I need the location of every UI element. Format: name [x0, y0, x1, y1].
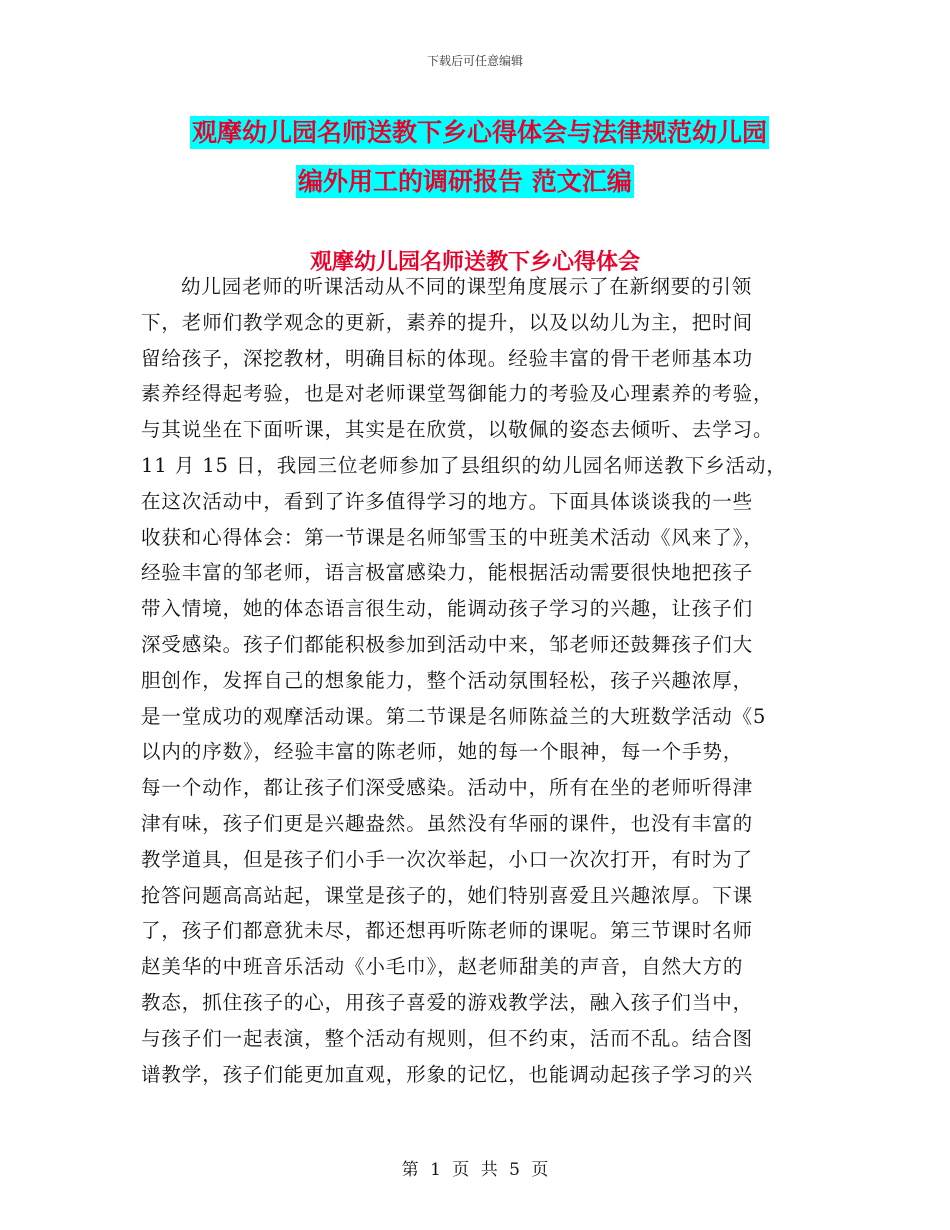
page-number-footer: 第 1 页 共 5 页 — [401, 1160, 549, 1180]
body-line: 了，孩子们都意犹未尽，都还想再听陈老师的课呢。第三节课时名师 — [141, 919, 754, 943]
body-line: 下，老师们教学观念的更新，素养的提升，以及以幼儿为主，把时间 — [141, 310, 754, 334]
body-line: 收获和心得体会：第一节课是名师邹雪玉的中班美术活动《风来了》， — [141, 525, 764, 549]
body-line: 带入情境，她的体态语言很生动，能调动孩子学习的兴趣，让孩子们 — [141, 597, 754, 621]
body-line: 素养经得起考验，也是对老师课堂驾御能力的考验及心理素养的考验， — [141, 382, 774, 406]
body-line: 在这次活动中，看到了许多值得学习的地方。下面具体谈谈我的一些 — [141, 489, 754, 513]
body-line: 教学道具，但是孩子们小手一次次举起，小口一次次打开，有时为了 — [141, 847, 754, 871]
document-title-text-1: 观摩幼儿园名师送教下乡心得体会与法律规范幼儿园 — [192, 118, 768, 147]
body-line: 与其说坐在下面听课，其实是在欣赏，以敬佩的姿态去倾听、去学习。 — [141, 418, 774, 442]
body-line: 与孩子们一起表演，整个活动有规则，但不约束，活而不乱。结合图 — [141, 1026, 754, 1050]
document-title-line-1 — [190, 108, 810, 157]
body-line: 以内的序数》，经验丰富的陈老师，她的每一个眼神，每一个手势， — [141, 740, 744, 764]
body-line: 深受感染。孩子们都能积极参加到活动中来，邹老师还鼓舞孩子们大 — [141, 632, 754, 656]
section-title: 观摩幼儿园名师送教下乡心得体会 — [309, 250, 640, 275]
body-line: 津有味，孩子们更是兴趣盎然。虽然没有华丽的课件，也没有丰富的 — [141, 811, 754, 835]
body-line: 幼儿园老师的听课活动从不同的课型角度展示了在新纲要的引领 — [181, 275, 753, 298]
body-line: 是一堂成功的观摩活动课。第二节课是名师陈益兰的大班数学活动《5 — [141, 704, 767, 728]
document-title — [190, 108, 810, 206]
body-line: 11 月 15 日，我园三位老师参加了县组织的幼儿园名师送教下乡活动， — [141, 453, 787, 477]
body-line: 胆创作，发挥自己的想象能力，整个活动氛围轻松，孩子兴趣浓厚， — [141, 668, 754, 692]
body-line: 教态，抓住孩子的心，用孩子喜爱的游戏教学法，融入孩子们当中， — [141, 990, 754, 1014]
body-line: 经验丰富的邹老师，语言极富感染力，能根据活动需要很快地把孩子 — [141, 561, 754, 585]
body-line: 谱教学，孩子们能更加直观，形象的记忆，也能调动起孩子学习的兴 — [141, 1062, 754, 1086]
document-title-text-2: 编外用工的调研报告 范文汇编 — [298, 167, 632, 196]
body-line: 赵美华的中班音乐活动《小毛巾》，赵老师甜美的声音，自然大方的 — [141, 955, 744, 979]
document-title-line-2 — [190, 157, 810, 206]
body-line: 每一个动作，都让孩子们深受感染。活动中，所有在坐的老师听得津 — [141, 776, 754, 800]
body-text — [141, 269, 821, 1092]
header-note: 下载后可任意编辑 — [426, 54, 523, 68]
body-line: 留给孩子，深挖教材，明确目标的体现。经验丰富的骨干老师基本功 — [141, 346, 754, 370]
body-line: 抢答问题高高站起，课堂是孩子的，她们特别喜爱且兴趣浓厚。下课 — [141, 883, 754, 907]
